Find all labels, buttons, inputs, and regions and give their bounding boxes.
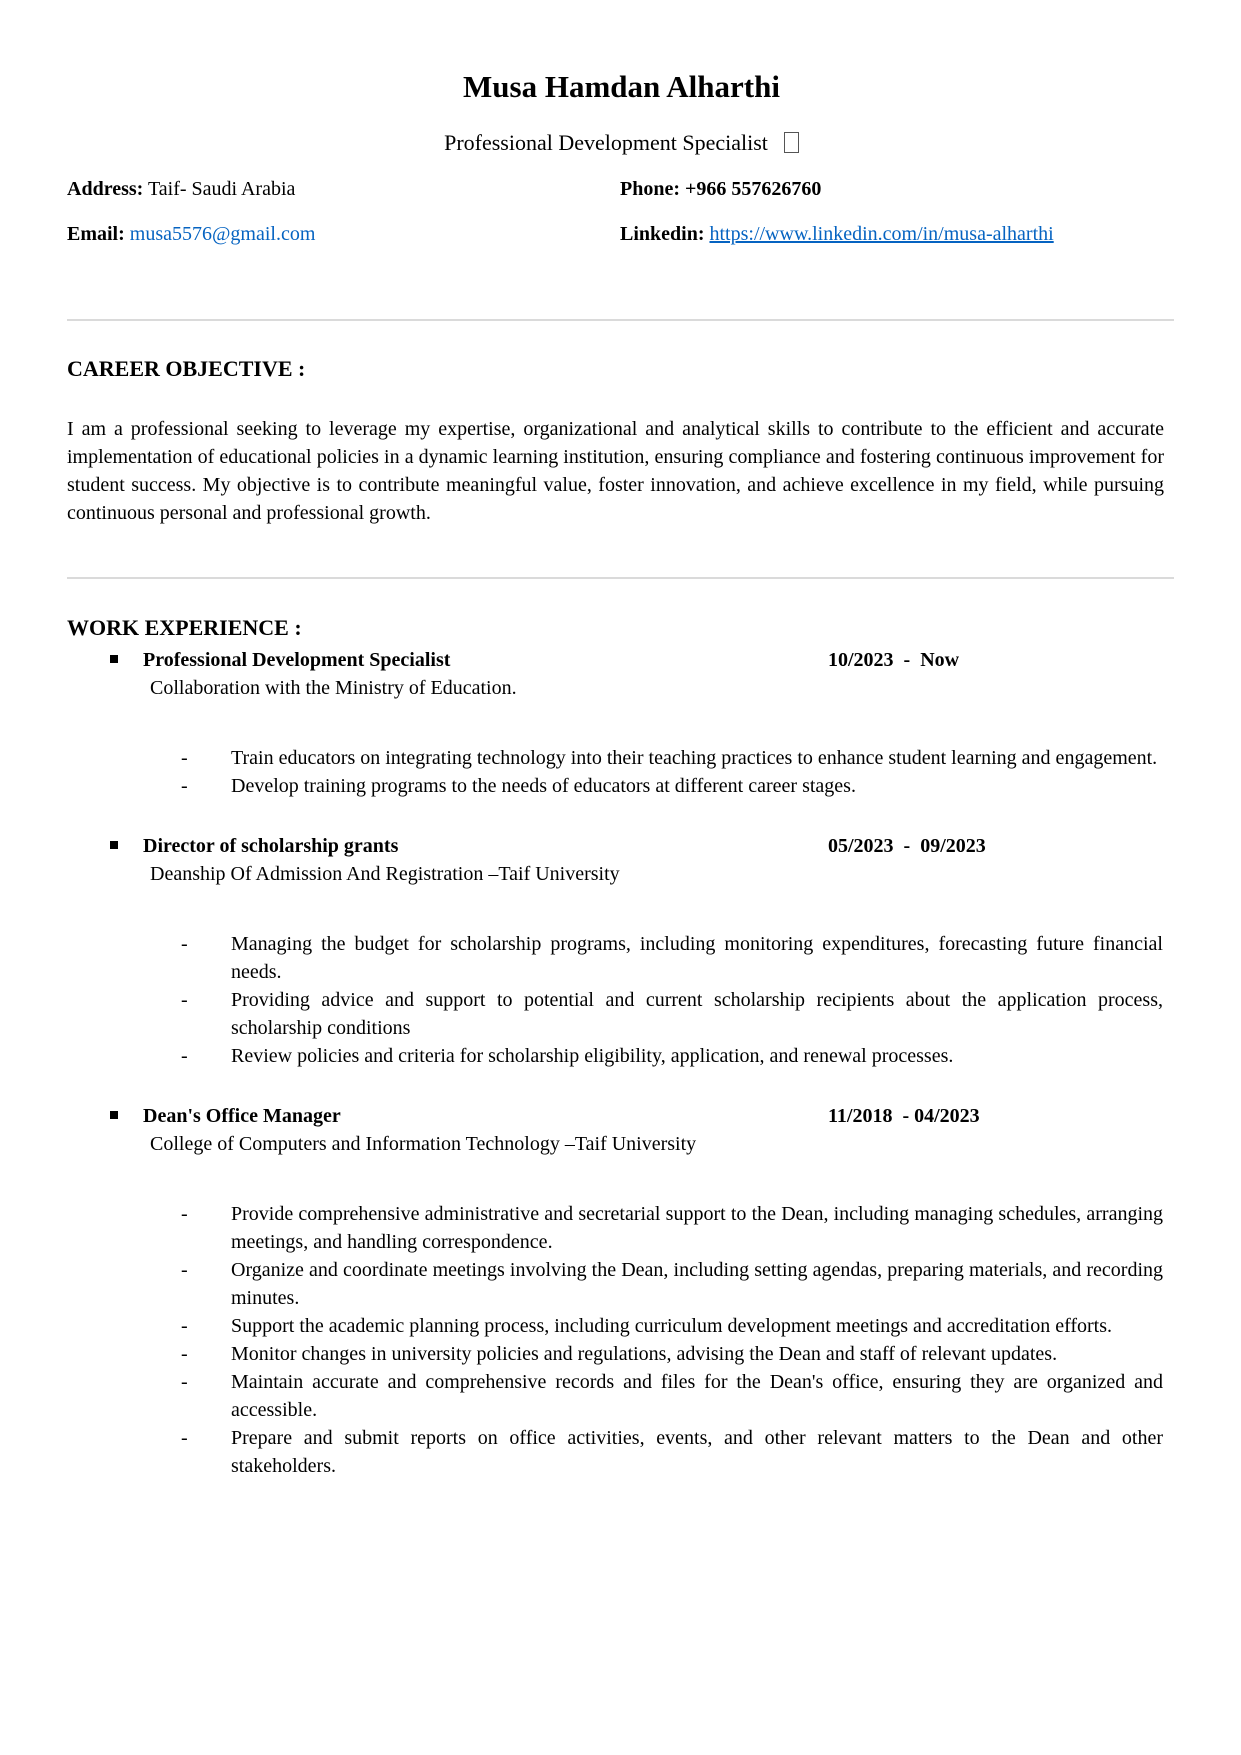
job-entry [67,832,1176,1070]
dash-marker: - [181,1203,188,1225]
bullet-text: Monitor changes in university policies and regulations, advising the Dean and staff of relevant updates. [231,1343,1058,1365]
address-value: Taif- Saudi Arabia [147,178,296,200]
person-name: Musa Hamdan Alharthi [463,69,780,104]
dash-marker: - [181,1315,188,1337]
bullet-text: Develop training programs to the needs of educators at different career stages. [231,775,856,797]
phone-value: +966 557626760 [685,178,822,200]
linkedin-label: Linkedin: [620,223,705,245]
section-divider [67,319,1174,321]
bullet-text: Organize and coordinate meetings involving the Dean, including setting agendas, preparing materials, and recording minutes. [231,1259,1163,1309]
dash-marker: - [181,775,188,797]
section-divider [67,577,1174,579]
work-experience-heading: WORK EXPERIENCE : [67,615,302,640]
square-bullet-icon [110,655,118,663]
email-label: Email: [67,223,125,245]
linkedin-line [620,221,1176,247]
list-item [67,1368,1176,1424]
person-job-title: Professional Development Specialist [444,130,768,155]
address-label: Address: [67,178,144,200]
email-link[interactable]: musa5576@gmail.com [129,223,316,245]
job-organization: Collaboration with the Ministry of Education. [150,677,517,699]
job-dates: 05/2023 - 09/2023 [828,835,986,857]
bullet-text: Providing advice and support to potential and current scholarship recipients about the application process, scholarship conditions [231,989,1163,1039]
career-objective-text: I am a professional seeking to leverage my expertise, organizational and analytical skills to contribute to the efficient and accurate implementation of educational policies in a dynamic learning institution, ensuring compliance and fostering continuous improvement for student success. My objective is to contribute meaningful value, foster innovation, and achieve excellence in my field, while pursuing continuous personal and professional growth. [67,418,1164,524]
list-item [67,1312,1176,1340]
job-title: Professional Development Specialist [143,649,451,671]
job-header [67,646,1176,674]
contact-info [67,176,1176,247]
career-objective-heading: CAREER OBJECTIVE : [67,356,306,381]
dash-marker: - [181,1427,188,1449]
job-dates: 11/2018 - 04/2023 [828,1105,980,1127]
bullet-text: Train educators on integrating technology into their teaching practices to enhance student learning and engagement. [231,747,1158,769]
subtitle-row [67,130,1176,156]
bullet-text: Review policies and criteria for scholarship eligibility, application, and renewal processes. [231,1045,954,1067]
job-entry [67,646,1176,800]
job-bullet-list [67,744,1176,800]
job-bullet-list [67,1200,1176,1480]
job-header [67,832,1176,860]
dash-marker: - [181,747,188,769]
list-item [67,1340,1176,1368]
dash-marker: - [181,1259,188,1281]
job-dates: 10/2023 - Now [828,649,960,671]
square-bullet-icon [110,841,118,849]
job-organization: College of Computers and Information Technology –Taif University [150,1133,697,1155]
job-title: Director of scholarship grants [143,835,399,857]
phone-label: Phone: [620,178,680,200]
job-bullet-list [67,930,1176,1070]
dash-marker: - [181,1371,188,1393]
list-item [67,1200,1176,1256]
dash-marker: - [181,989,188,1011]
address-line [67,176,620,202]
bullet-text: Prepare and submit reports on office activities, events, and other relevant matters to the Dean and other stakeholders. [231,1427,1163,1477]
bullet-text: Maintain accurate and comprehensive records and files for the Dean's office, ensuring they are organized and accessible. [231,1371,1163,1421]
list-item [67,1256,1176,1312]
list-item [67,1042,1176,1070]
dash-marker: - [181,1045,188,1067]
bullet-text: Support the academic planning process, including curriculum development meetings and accreditation efforts. [231,1315,1113,1337]
bullet-text: Provide comprehensive administrative and secretarial support to the Dean, including managing schedules, arranging meetings, and handling correspondence. [231,1203,1163,1253]
linkedin-link[interactable]: https://www.linkedin.com/in/musa-alharthi [709,223,1054,245]
list-item [67,930,1176,986]
job-title: Dean's Office Manager [143,1105,341,1127]
list-item [67,772,1176,800]
list-item [67,986,1176,1042]
square-bullet-icon [110,1111,118,1119]
list-item [67,1424,1176,1480]
job-header [67,1102,1176,1130]
bullet-text: Managing the budget for scholarship programs, including monitoring expenditures, forecasting future financial needs. [231,933,1163,983]
missing-glyph-box-icon [784,132,799,153]
dash-marker: - [181,1343,188,1365]
phone-line [620,176,1176,202]
job-organization: Deanship Of Admission And Registration –Taif University [150,863,620,885]
job-entry [67,1102,1176,1480]
email-line [67,221,620,247]
dash-marker: - [181,933,188,955]
list-item [67,744,1176,772]
